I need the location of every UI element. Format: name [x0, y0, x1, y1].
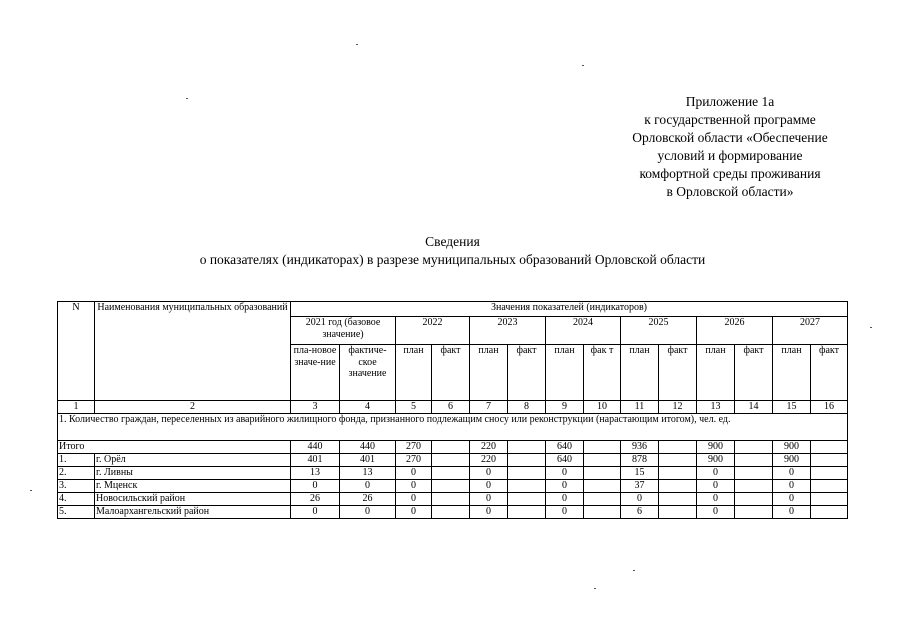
table-cell: 0 [470, 480, 508, 493]
table-cell: 0 [697, 480, 735, 493]
header-plan: план [470, 345, 508, 401]
table-cell: 440 [291, 441, 340, 454]
header-base-plan: пла-новое значе-ние [291, 345, 340, 401]
column-index-row [58, 401, 848, 414]
table-row [58, 480, 848, 493]
header-fact: факт [432, 345, 470, 401]
table-cell: 0 [697, 506, 735, 519]
table-cell: 640 [546, 441, 584, 454]
table-cell: 15 [621, 467, 659, 480]
table-cell [811, 493, 848, 506]
table-cell [735, 467, 773, 480]
table-cell [659, 441, 697, 454]
table-cell: 0 [340, 480, 396, 493]
header-year: 2023 [470, 317, 546, 345]
header-year: 2027 [773, 317, 848, 345]
row-number: 4. [58, 493, 95, 506]
table-cell: 0 [340, 506, 396, 519]
appendix-line: условий и формирование [657, 148, 803, 163]
column-index: 7 [470, 401, 508, 414]
table-cell: 0 [470, 493, 508, 506]
table-cell: 26 [291, 493, 340, 506]
table-cell: 0 [396, 467, 432, 480]
municipality-name: г. Орёл [95, 454, 291, 467]
table-row [58, 454, 848, 467]
scan-speck [356, 44, 358, 45]
table-cell: 401 [291, 454, 340, 467]
appendix-line: комфортной среды проживания [639, 166, 821, 181]
column-index: 13 [697, 401, 735, 414]
table-cell [811, 454, 848, 467]
table-cell [432, 506, 470, 519]
header-fact: фак т [584, 345, 621, 401]
table-cell [584, 454, 621, 467]
column-index: 14 [735, 401, 773, 414]
table-cell: 220 [470, 441, 508, 454]
table-row [58, 493, 848, 506]
document-title: Сведения [425, 234, 480, 249]
table-cell [508, 506, 546, 519]
table-cell [584, 441, 621, 454]
table-cell: 270 [396, 441, 432, 454]
table-cell: 0 [773, 467, 811, 480]
table-cell [508, 493, 546, 506]
scan-speck [870, 327, 872, 328]
column-index: 10 [584, 401, 621, 414]
table-cell [508, 480, 546, 493]
municipality-name: Новосильский район [95, 493, 291, 506]
table-row [58, 467, 848, 480]
table-row-total [58, 441, 848, 454]
column-index: 4 [340, 401, 396, 414]
header-fact: факт [811, 345, 848, 401]
table-cell: 640 [546, 454, 584, 467]
header-plan: план [697, 345, 735, 401]
table-cell: 0 [697, 467, 735, 480]
scan-speck [633, 570, 635, 571]
municipality-name: г. Мценск [95, 480, 291, 493]
document-subtitle: о показателях (индикаторах) в разрезе муниципальных образований Орловской области [199, 252, 706, 267]
table-cell: 6 [621, 506, 659, 519]
table-cell [735, 480, 773, 493]
table-cell: 270 [396, 454, 432, 467]
row-number: 1. [58, 454, 95, 467]
header-base-fact: фактиче-ское значение [340, 345, 396, 401]
total-label: Итого [58, 441, 291, 454]
municipality-name: г. Ливны [95, 467, 291, 480]
column-index: 16 [811, 401, 848, 414]
header-year: 2024 [546, 317, 621, 345]
table-cell: 0 [470, 506, 508, 519]
table-cell [508, 441, 546, 454]
table-cell: 0 [546, 506, 584, 519]
table-cell [659, 480, 697, 493]
table-cell [432, 441, 470, 454]
table-cell [432, 493, 470, 506]
table-cell [508, 467, 546, 480]
header-year: 2026 [697, 317, 773, 345]
section-row [58, 414, 848, 441]
column-index: 3 [291, 401, 340, 414]
indicators-table [57, 301, 848, 519]
header-year: 2025 [621, 317, 697, 345]
table-cell: 0 [291, 480, 340, 493]
column-index: 15 [773, 401, 811, 414]
table-cell: 0 [396, 506, 432, 519]
scan-speck [186, 98, 188, 99]
table-cell: 0 [396, 493, 432, 506]
table-row [58, 506, 848, 519]
section-title: 1. Количество граждан, переселенных из аварийного жилищного фонда, признанного подлежащим сносу или реконструкции (нарастающим итогом), чел. ед. [58, 414, 848, 441]
header-fact: факт [508, 345, 546, 401]
table-cell: 900 [697, 441, 735, 454]
header-plan: план [396, 345, 432, 401]
table-cell [584, 506, 621, 519]
table-cell: 220 [470, 454, 508, 467]
table-cell [659, 506, 697, 519]
table-cell [735, 493, 773, 506]
table-cell: 0 [291, 506, 340, 519]
table-cell: 0 [773, 506, 811, 519]
table-cell [811, 441, 848, 454]
table-cell [735, 506, 773, 519]
table-cell: 0 [546, 467, 584, 480]
header-municipality: Наименования муниципальных образований [95, 302, 291, 401]
table-cell: 401 [340, 454, 396, 467]
column-index: 8 [508, 401, 546, 414]
table-cell [584, 467, 621, 480]
table-cell: 0 [546, 480, 584, 493]
table-cell [584, 480, 621, 493]
header-plan: план [773, 345, 811, 401]
header-year: 2022 [396, 317, 470, 345]
table-cell [432, 454, 470, 467]
row-number: 2. [58, 467, 95, 480]
table-cell [508, 454, 546, 467]
table-cell: 440 [340, 441, 396, 454]
table-cell [432, 467, 470, 480]
table-cell: 13 [291, 467, 340, 480]
document-heading [0, 233, 905, 269]
appendix-line: к государственной программе [644, 112, 816, 127]
table-cell [735, 441, 773, 454]
column-index: 11 [621, 401, 659, 414]
appendix-header [600, 93, 860, 201]
municipality-name: Малоархангельский район [95, 506, 291, 519]
table-cell: 0 [396, 480, 432, 493]
column-index: 2 [95, 401, 291, 414]
table-cell: 878 [621, 454, 659, 467]
table-cell: 26 [340, 493, 396, 506]
table-cell [659, 493, 697, 506]
table-cell [735, 454, 773, 467]
table-cell: 0 [546, 493, 584, 506]
table-cell: 0 [773, 480, 811, 493]
table-cell: 900 [773, 441, 811, 454]
row-number: 3. [58, 480, 95, 493]
table-cell: 37 [621, 480, 659, 493]
header-plan: план [621, 345, 659, 401]
scan-speck [30, 490, 32, 491]
header-values: Значения показателей (индикаторов) [291, 302, 848, 317]
column-index: 5 [396, 401, 432, 414]
appendix-line: Приложение 1а [685, 94, 775, 109]
table-cell [811, 480, 848, 493]
table-cell: 900 [773, 454, 811, 467]
table-cell: 900 [697, 454, 735, 467]
table-cell [432, 480, 470, 493]
appendix-line: в Орловской области» [666, 184, 794, 199]
table-cell [584, 493, 621, 506]
table-cell [659, 454, 697, 467]
column-index: 12 [659, 401, 697, 414]
header-fact: факт [735, 345, 773, 401]
row-number: 5. [58, 506, 95, 519]
scan-speck [582, 65, 584, 66]
table-cell [811, 506, 848, 519]
table-cell [659, 467, 697, 480]
header-year-base: 2021 год (базовое значение) [291, 317, 396, 345]
table-cell: 936 [621, 441, 659, 454]
table-cell [811, 467, 848, 480]
appendix-line: Орловской области «Обеспечение [632, 130, 828, 145]
table-cell: 0 [470, 467, 508, 480]
table-cell: 13 [340, 467, 396, 480]
header-plan: план [546, 345, 584, 401]
table-cell: 0 [697, 493, 735, 506]
column-index: 9 [546, 401, 584, 414]
column-index: 6 [432, 401, 470, 414]
scan-speck [594, 588, 596, 589]
header-fact: факт [659, 345, 697, 401]
header-n: N [58, 302, 95, 401]
table-cell: 0 [773, 493, 811, 506]
column-index: 1 [58, 401, 95, 414]
table-cell: 0 [621, 493, 659, 506]
